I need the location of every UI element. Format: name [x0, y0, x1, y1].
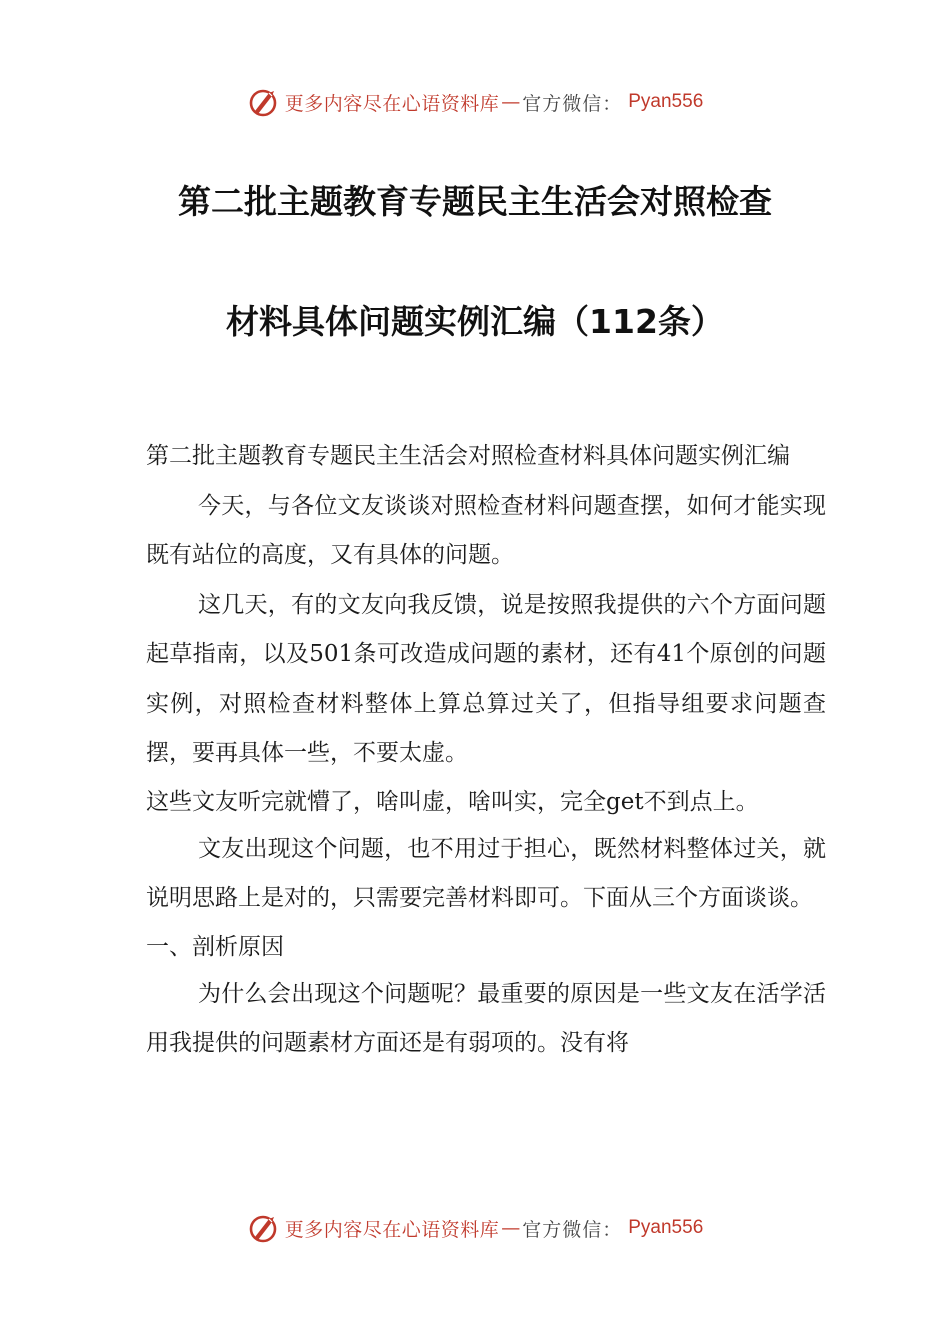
banner-wechat-label: 官方微信：: [522, 92, 623, 115]
banner-wechat-id: Pyan556: [628, 91, 704, 112]
banner-separator: —: [501, 91, 521, 113]
banner-wechat-label: 官方微信：: [522, 1218, 623, 1241]
footer-banner: [0, 1208, 950, 1248]
banner-text: 更多内容尽在心语资料库: [284, 92, 500, 115]
banner-separator: —: [501, 1217, 521, 1239]
document-title-line-2: 材料具体问题实例汇编（112条）: [226, 302, 724, 341]
paragraph-feedback: 这几天，有的文友向我反馈，说是按照我提供的六个方面问题起草指南，以及501条可改造成问题的素材，还有41个原创的问题实例，对照检查材料整体上算总算过关了，但指导组要求问题查摆，要再具体一些，不要太虚。: [146, 591, 826, 766]
document-title-line-1: 第二批主题教育专题民主生活会对照检查: [178, 182, 772, 221]
paragraph-reason: 为什么会出现这个问题呢？最重要的原因是一些文友在活学活用我提供的问题素材方面还是有弱项的。没有将: [146, 980, 826, 1056]
header-banner: [0, 82, 950, 122]
paragraph-reassurance: 文友出现这个问题，也不用过于担心，既然材料整体过关，就说明思路上是对的，只需要完善材料即可。下面从三个方面谈谈。: [146, 835, 826, 911]
banner-wechat-id: Pyan556: [628, 1217, 704, 1238]
section-heading-analysis: 一、剖析原因: [146, 933, 284, 960]
document-body: [146, 432, 826, 1069]
paragraph-confusion: 这些文友听完就懵了，啥叫虚，啥叫实，完全get不到点上。: [146, 788, 759, 815]
banner-text: 更多内容尽在心语资料库: [284, 1218, 500, 1241]
paragraph-intro: 今天，与各位文友谈谈对照检查材料问题查摆，如何才能实现既有站位的高度，又有具体的问题。: [146, 492, 826, 568]
paragraph-subtitle: 第二批主题教育专题民主生活会对照检查材料具体问题实例汇编: [146, 443, 790, 469]
pen-logo-icon: [247, 85, 281, 119]
pen-logo-icon: [247, 1211, 281, 1245]
